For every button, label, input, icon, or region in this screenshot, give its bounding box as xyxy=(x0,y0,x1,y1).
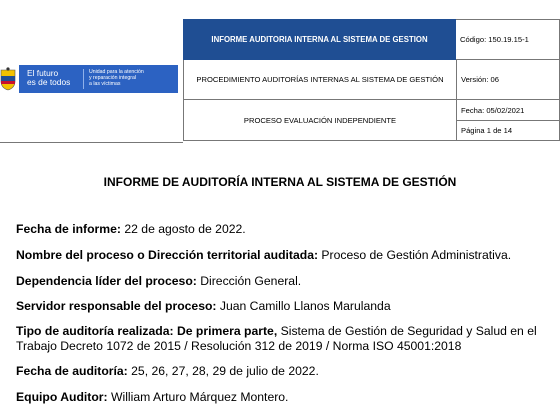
field-value: 22 de agosto de 2022. xyxy=(120,222,246,236)
field-value: Proceso de Gestión Administrativa. xyxy=(318,248,512,262)
field-value: William Arturo Márquez Montero. xyxy=(107,390,289,404)
document-title: INFORME DE AUDITORÍA INTERNA AL SISTEMA DE GESTIÓN xyxy=(103,175,457,189)
field-audit-type xyxy=(16,324,556,354)
field-label: Tipo de auditoría realizada: De primera parte, xyxy=(16,324,278,338)
field-responsible-officer xyxy=(16,299,556,314)
header-date: Fecha: 05/02/2021 xyxy=(456,100,560,121)
field-report-date xyxy=(16,222,556,237)
header-procedure: PROCEDIMIENTO AUDITORÍAS INTERNAS AL SISTEMA DE GESTIÓN xyxy=(183,60,456,100)
field-label: Fecha de auditoría: xyxy=(16,364,128,378)
field-label: Nombre del proceso o Dirección territorial auditada: xyxy=(16,248,319,262)
field-value: Sistema de Gestión de Seguridad y Salud en el Trabajo Decreto 1072 de 2015 / Resolución 312 de 2019 / Norma ISO 45001:2018 xyxy=(16,324,537,353)
brand-unit-name xyxy=(89,69,144,87)
field-label: Servidor responsable del proceso: xyxy=(16,299,217,313)
field-value: 25, 26, 27, 28, 29 de julio de 2022. xyxy=(127,364,319,378)
slogan-line-1: El futuro xyxy=(27,68,59,78)
brand-slogan xyxy=(27,69,70,87)
coat-of-arms-icon xyxy=(0,67,16,91)
header-version: Versión: 06 xyxy=(456,60,560,100)
header-page: Página 1 de 14 xyxy=(456,121,560,141)
unit-line-1: Unidad para la atención xyxy=(89,69,144,75)
header-code: Código: 150.19.15-1 xyxy=(456,19,560,60)
field-label: Equipo Auditor: xyxy=(16,390,108,404)
brand-divider xyxy=(83,69,84,89)
unit-line-3: a las víctimas xyxy=(89,81,121,87)
header-process: PROCESO EVALUACIÓN INDEPENDIENTE xyxy=(183,100,456,141)
header-divider xyxy=(0,142,183,143)
field-process-name xyxy=(16,248,556,263)
field-value: Juan Camillo Llanos Marulanda xyxy=(216,299,391,313)
header-title: INFORME AUDITORIA INTERNA AL SISTEMA DE GESTION xyxy=(183,19,456,60)
slogan-line-2: es de todos xyxy=(27,77,71,87)
field-audit-team xyxy=(16,390,556,405)
field-label: Dependencia líder del proceso: xyxy=(16,274,197,288)
field-label: Fecha de informe: xyxy=(16,222,121,236)
field-audit-dates xyxy=(16,364,556,379)
brand-banner xyxy=(19,65,178,93)
organization-logo xyxy=(0,65,180,93)
unit-line-2: y reparación integral xyxy=(89,75,137,81)
field-lead-department xyxy=(16,274,556,289)
field-value: Dirección General. xyxy=(196,274,302,288)
